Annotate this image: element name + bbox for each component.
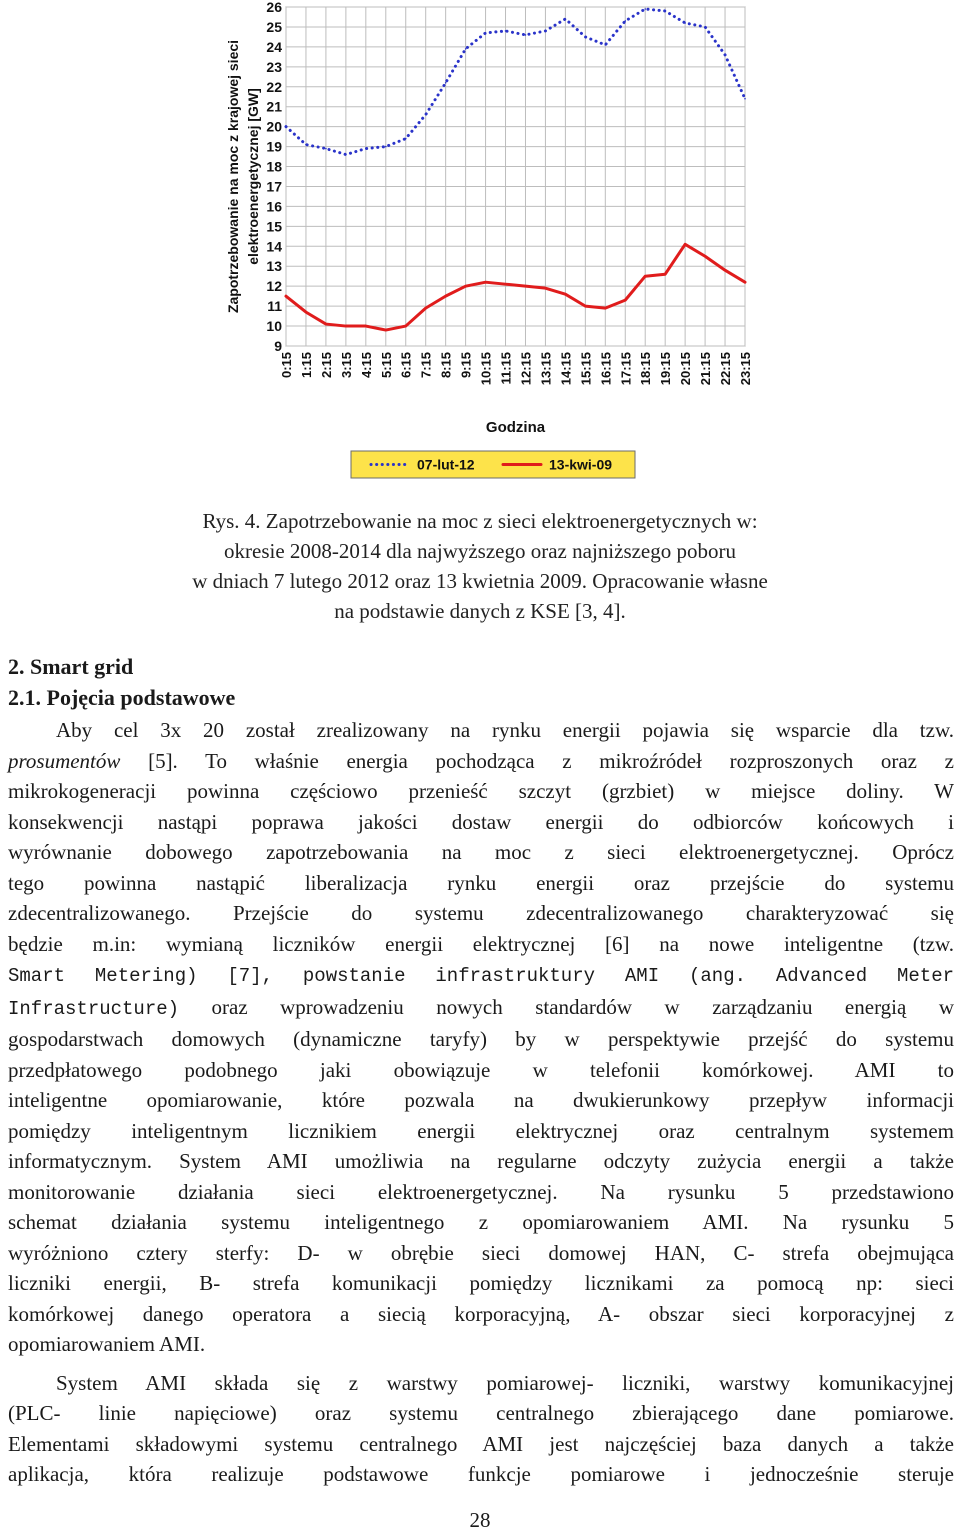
data-point [664,10,666,12]
y-tick-label: 12 [266,278,282,295]
data-point [545,287,547,289]
page-number: 28 [469,1508,491,1532]
x-tick-label: 10:15 [478,352,494,386]
body-text [8,715,954,1490]
y-axis-label: Zapotrzebowanie na moc z krajowej sieci [225,39,241,314]
data-point [644,8,646,10]
mono-term: Infrastructure) [8,997,180,1020]
data-point [545,30,547,32]
y-tick-label: 14 [266,238,282,255]
data-point [385,329,387,331]
y-tick-label: 19 [266,138,282,155]
y-tick-label: 20 [266,118,282,135]
data-point [465,285,467,287]
data-point [565,18,567,20]
data-point [285,295,287,297]
x-tick-label: 14:15 [558,352,574,386]
y-tick-label: 23 [266,58,282,75]
data-point [684,244,686,246]
x-tick-label: 23:15 [738,352,753,386]
text-line: pomiędzy inteligentnym licznikiem energii elektrycznej oraz centralnym systemem [8,1118,954,1143]
x-tick-label: 11:15 [498,352,514,385]
y-tick-label: 26 [266,0,282,15]
text-line: Elementami składowymi systemu centralnego AMI jest najczęściej baza danych a także [8,1431,954,1456]
data-point [704,26,706,28]
text-line: schemat działania systemu inteligentnego z opomiarowaniem AMI. Na rysunku 5 [8,1210,954,1234]
y-tick-label: 22 [266,78,282,95]
x-tick-label: 18:15 [638,352,654,386]
text-line: Aby cel 3x 20 został zrealizowany na rynku energii pojawia się wsparcie dla tzw. [56,718,954,742]
y-tick-label: 21 [266,98,282,115]
data-point [365,325,367,327]
y-tick-label: 9 [274,338,282,354]
data-point [505,283,507,285]
data-point [744,281,746,283]
text-line: liczniki energii, B- strefa komunikacji pomiędzy licznikami za pomocą np: sieci [8,1271,954,1295]
legend-label: 07-lut-12 [417,456,475,473]
data-point [605,44,607,46]
data-point [365,148,367,150]
y-axis-label: elektroenergetycznej [GW] [245,88,261,265]
y-tick-label: 18 [266,158,282,175]
x-tick-label: 20:15 [678,352,694,386]
text-line: opomiarowaniem AMI. [8,1332,206,1356]
data-point [485,281,487,283]
data-point [405,138,407,140]
data-point [445,295,447,297]
x-tick-label: 4:15 [358,352,374,379]
y-tick-label: 10 [266,318,282,335]
data-point [425,114,427,116]
data-point [385,146,387,148]
demand-chart [210,0,770,490]
data-point [704,255,706,257]
text-line: (PLC- linie napięciowe) oraz systemu centralnego zbierającego dane pomiarowe. [8,1401,954,1425]
y-tick-label: 17 [266,178,282,195]
data-point [325,323,327,325]
x-tick-label: 13:15 [538,352,554,386]
caption-line: na podstawie danych z KSE [3, 4]. [334,599,626,623]
x-tick-label: 3:15 [338,352,354,379]
paragraph-1 [8,715,954,1360]
data-point [624,299,626,301]
text-line: inteligentne opomiarowanie, które pozwala na dwukierunkowy przepływ informacji [8,1088,954,1112]
x-tick-label: 5:15 [378,352,394,379]
data-point [605,307,607,309]
data-point [565,293,567,295]
x-tick-label: 2:15 [318,352,334,379]
data-point [325,148,327,150]
data-point [305,311,307,313]
y-tick-label: 24 [266,38,282,55]
caption-line: w dniach 7 lutego 2012 oraz 13 kwietnia 2009. Opracowanie własne [192,569,768,593]
subsection-heading: 2.1. Pojęcia podstawowe [8,685,236,710]
data-point [345,154,347,156]
data-point [485,32,487,34]
data-point [664,273,666,275]
x-tick-label: 17:15 [618,352,634,386]
text-line: mikrokogeneracji powinna częściowo przenieść szczyt (grzbiet) w miejsce doliny. W [8,779,954,803]
x-tick-label: 1:15 [298,352,314,379]
data-point [644,275,646,277]
legend-label: 13-kwi-09 [549,456,613,473]
y-tick-label: 13 [266,258,282,275]
data-point [465,48,467,50]
plot-area [286,7,745,346]
x-tick-label: 21:15 [698,351,714,386]
data-point [405,325,407,327]
data-point [585,305,587,307]
caption-line: okresie 2008-2014 dla najwyższego oraz najniższego poboru [224,539,736,563]
data-point [505,30,507,32]
y-tick-label: 25 [266,18,282,35]
text-line: monitorowanie działania sieci elektroenergetycznej. Na rysunku 5 przedstawiono [8,1179,954,1204]
data-point [724,54,726,56]
text-line: prosumentów [5]. To właśnie energia pochodząca z mikroźródeł rozproszonych oraz z [8,748,954,773]
text-line: gospodarstwach domowych (dynamiczne taryfy) by w perspektywie przejść do systemu [8,1027,954,1051]
mono-term: Smart Metering) [7], powstanie infrastruktury AMI (ang. [8,965,746,987]
section-heading: 2. Smart grid [8,654,134,679]
text-line: konsekwencji nastąpi poprawa jakości dostaw energii do odbiorców końcowych i [8,809,954,834]
x-tick-label: 9:15 [458,352,474,379]
data-point [724,269,726,271]
text-line: komórkowej danego operatora a siecią korporacyjną, A- obszar sieci korporacyjnej z [8,1301,954,1326]
text-line: informatycznym. System AMI umożliwia na regularne odczyty zużycia energii a także [8,1149,954,1173]
x-tick-label: 15:15 [578,352,594,386]
mono-term: Advanced Meter [746,965,954,987]
data-point [744,98,746,100]
y-tick-label: 11 [267,298,282,315]
paragraph-2 [8,1368,954,1490]
data-point [525,34,527,36]
text-line: Infrastructure) oraz wprowadzeniu nowych standardów w zarządzaniu energią w [8,994,954,1020]
x-tick-label: 8:15 [438,352,454,379]
figure-caption [0,506,960,626]
text-line: przedpłatowego podobnego jaki obowiązuje w telefonii komórkowej. AMI to [8,1057,954,1082]
italic-term: prosumentów [8,748,121,773]
data-point [684,22,686,24]
x-tick-label: 6:15 [398,352,414,379]
y-tick-label: 16 [266,198,282,215]
data-point [585,36,587,38]
data-point [345,325,347,327]
data-point [305,144,307,146]
text-line: wyrównanie dobowego zapotrzebowania na moc z sieci elektroenergetycznej. Oprócz [8,840,954,864]
text-line: będzie m.in: wymianą liczników energii elektrycznej [6] na nowe inteligentne (tzw. [8,931,954,956]
text-line: zdecentralizowanego. Przejście do systemu zdecentralizowanego charakteryzować się [8,901,954,925]
text-line: aplikacja, która realizuje podstawowe funkcje pomiarowe i jednocześnie steruje [8,1462,954,1486]
x-tick-label: 7:15 [418,352,434,379]
data-point [624,20,626,22]
text-line [8,959,954,992]
caption-line: Rys. 4. Zapotrzebowanie na moc z sieci elektroenergetycznych w: [202,509,758,533]
x-tick-label: 12:15 [518,352,534,386]
x-tick-label: 16:15 [598,352,614,386]
x-tick-label: 22:15 [718,352,734,386]
text-line: tego powinna nastąpić liberalizacja rynku energii oraz przejście do systemu [8,870,954,895]
data-point [425,307,427,309]
chart-svg [210,0,770,490]
x-axis-label: Godzina [485,419,546,436]
text-line: wyróżniono cztery sterfy: D- w obrębie sieci domowej HAN, C- strefa obejmująca [8,1240,954,1265]
x-tick-label: 19:15 [658,352,674,386]
text-line: System AMI składa się z warstwy pomiarowej- liczniki, warstwy komunikacyjnej [56,1370,954,1395]
x-tick-label: 0:15 [279,352,294,379]
data-point [285,126,287,128]
data-point [525,285,527,287]
y-tick-label: 15 [266,218,282,235]
data-point [445,82,447,84]
